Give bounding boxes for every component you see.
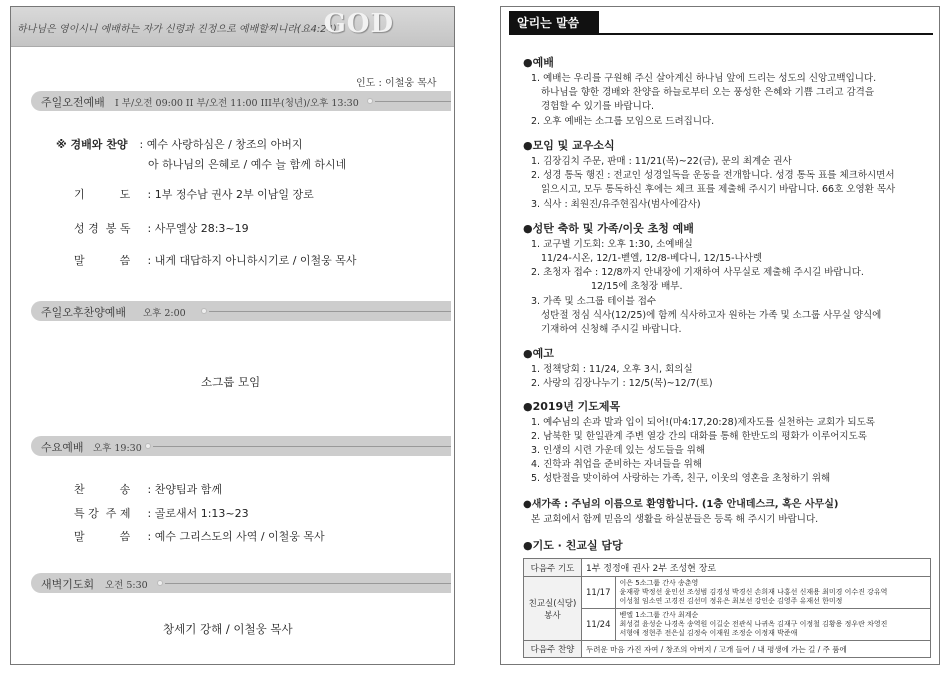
order-value: : 사무엘상 28:3~19 — [147, 222, 249, 235]
order-row — [74, 528, 325, 544]
section-line — [209, 311, 451, 312]
banner-verse: 하나님은 영이시니 예배하는 자가 신령과 진정으로 예배할찌니라(요4:24) — [17, 24, 337, 35]
order-label: 찬 송 — [74, 483, 131, 496]
order-value: 아 하나님의 은혜로 / 예수 늘 함께 하시네 — [148, 158, 347, 171]
table-row — [524, 609, 931, 641]
section-dot — [201, 308, 207, 314]
section-line — [375, 101, 451, 102]
notice-heading: ●예고 — [523, 347, 554, 360]
dawn-content: 창세기 강해 / 이철웅 목사 — [163, 622, 293, 636]
order-value: : 1부 정수남 권사 2부 이남일 장로 — [147, 188, 314, 201]
newcomer-heading: ●새가족 : 주님의 이름으로 환영합니다. (1층 안내데스크, 혹은 사무실) — [523, 499, 839, 510]
christmas-line: 1. 교구별 기도회: 오후 1:30, 소예배실 — [531, 239, 693, 250]
prayer-heading: ●2019년 기도제목 — [523, 400, 621, 413]
order-label: 말 씀 — [74, 530, 131, 543]
section-name: 주일오전예배 — [41, 96, 105, 109]
table-row — [524, 559, 931, 577]
meeting-line: 3. 식사 : 최원진/유주현집사(범사에감사) — [531, 199, 701, 210]
section-header-sunday-afternoon — [31, 301, 451, 321]
preacher-label: 인도 : 이철웅 목사 — [356, 78, 437, 89]
section-name: 주일오후찬양예배 — [41, 306, 127, 319]
christmas-line: 2. 초청자 접수 : 12/8까지 안내장에 기재하여 사무실로 제출해 주시길 바랍니다. — [531, 267, 864, 278]
next-hymn-label: 다음주 찬양 — [524, 641, 582, 658]
newcomer-line: 본 교회에서 함께 믿음의 생활을 하실분들은 등록 해 주시기 바랍니다. — [531, 514, 819, 525]
announcements-panel — [500, 6, 940, 665]
section-line — [165, 583, 451, 584]
prayer-line: 1. 예수님의 손과 발과 입이 되어!(마4:17,20:28)제자도를 실천하는 교회가 되도록 — [531, 417, 875, 428]
title-underline — [509, 33, 933, 35]
worship-line: 하나님을 향한 경배와 찬양을 하늘로부터 오는 풍성한 은혜와 기쁨 그리고 감격을 — [541, 87, 875, 98]
prayer-line: 3. 인생의 시련 가운데 있는 성도들을 위해 — [531, 445, 706, 456]
order-label: 성 경 봉 독 — [74, 222, 131, 235]
section-line — [153, 446, 451, 447]
prayer-line: 2. 남북한 및 한일관계 주변 열강 간의 대화를 통해 한반도의 평화가 이루어지도록 — [531, 431, 867, 442]
next-prayer-value: 1부 정정애 권사 2부 조성현 장로 — [582, 559, 931, 577]
order-value: : 찬양팀과 함께 — [147, 483, 222, 496]
meeting-heading: ●모임 및 교우소식 — [523, 139, 615, 152]
duty-table — [523, 558, 931, 658]
order-row — [74, 220, 249, 236]
prayer-line: 5. 성탄절을 맞이하여 사랑하는 가족, 친구, 이웃의 영혼을 초청하기 위해 — [531, 473, 831, 484]
kitchen-date: 11/24 — [582, 609, 616, 641]
section-name: 새벽기도회 — [41, 578, 95, 591]
section-time: I 부/오전 09:00 II 부/오전 11:00 III부(청년)/오후 13:30 — [115, 98, 359, 109]
worship-order-panel — [10, 6, 455, 665]
section-dot — [367, 98, 373, 104]
order-row — [74, 481, 222, 497]
order-row — [148, 156, 346, 172]
kitchen-label: 친교실(식당) 봉사 — [524, 577, 582, 641]
order-label: 말 씀 — [74, 254, 131, 267]
kitchen-text: 벧엘 1소그룹 간사 최계순 최성결 윤성순 나경옥 송역원 이길순 전관식 나귀옥 김재구 이정철 김황용 정우란 차영진 서형애 정현주 전은실 김정숙 이재원 조정순 이정재 박준애 — [615, 609, 931, 641]
section-time: 오후 19:30 — [93, 443, 142, 454]
christmas-line: 12/15에 초청장 배부. — [591, 281, 683, 292]
order-value: : 예수 사랑하심은 / 창조의 아버지 — [139, 138, 303, 151]
order-row — [74, 186, 314, 202]
verse-banner — [11, 7, 454, 47]
section-header-wednesday — [31, 436, 451, 456]
table-row — [524, 641, 931, 658]
next-hymn-value: 두려운 마음 가진 자여 / 창조의 아버지 / 고개 들어 / 내 평생에 가는 길 / 주 품에 — [582, 641, 931, 658]
worship-heading: ●예배 — [523, 56, 554, 69]
christmas-heading: ●성탄 축하 및 가족/이웃 초청 예배 — [523, 222, 694, 235]
order-row — [74, 252, 357, 268]
order-row — [56, 136, 303, 152]
christmas-line: 성탄절 정심 식사(12/25)에 함께 식사하고자 원하는 가족 및 소그룹 사무실 양식에 — [541, 310, 882, 321]
section-dot — [145, 443, 151, 449]
next-prayer-label: 다음주 기도 — [524, 559, 582, 577]
duty-heading: ●기도 · 친교실 담당 — [523, 539, 623, 552]
meeting-line: 읽으시고, 모두 통독하신 후에는 체크 표를 제출해 주시기 바랍니다. 66호 오영환 목사 — [541, 184, 896, 195]
order-label: 기 도 — [74, 188, 131, 201]
kitchen-date: 11/17 — [582, 577, 616, 609]
notice-line: 1. 정책당회 : 11/24, 오후 3시, 회의실 — [531, 364, 693, 375]
table-row — [524, 577, 931, 609]
announcements-title: 알리는 말씀 — [509, 11, 599, 33]
worship-line: 2. 오후 예배는 소그룹 모임으로 드려집니다. — [531, 116, 715, 127]
christmas-line: 기재하여 신청해 주시길 바랍니다. — [541, 324, 682, 335]
christmas-line: 3. 가족 및 소그룹 테이블 접수 — [531, 296, 657, 307]
god-logo: GOD — [323, 9, 394, 39]
notice-line: 2. 사랑의 김장나누기 : 12/5(목)~12/7(토) — [531, 378, 713, 389]
kitchen-text: 이은 5소그룹 간사 송춘영 윤재광 박정선 윤인선 조성범 김경성 박경신 손희재 나홍선 신재용 최미경 이수진 강유역 이성철 임소연 고경진 김선미 정유은 최보선 강인순 김영주 유재선 한미정 — [615, 577, 931, 609]
order-label: 특 강 주 제 — [74, 507, 131, 520]
worship-line: 경험할 수 있기를 바랍니다. — [541, 101, 655, 112]
prayer-line: 4. 진학과 취업을 준비하는 자녀들을 위해 — [531, 459, 702, 470]
section-time: 오후 2:00 — [143, 308, 186, 319]
afternoon-content: 소그룹 모임 — [201, 375, 261, 389]
worship-line: 1. 예배는 우리를 구원해 주신 살아계신 하나님 앞에 드리는 성도의 신앙고백입니다. — [531, 73, 877, 84]
order-row — [74, 505, 249, 521]
section-name: 수요예배 — [41, 441, 84, 454]
order-value: : 내게 대답하지 아니하시기로 / 이철웅 목사 — [147, 254, 357, 267]
christmas-line: 11/24-시온, 12/1-벧엘, 12/8-베다니, 12/15-나사렛 — [541, 253, 763, 264]
section-dot — [157, 580, 163, 586]
order-value: : 골로새서 1:13~23 — [147, 507, 249, 520]
section-header-sunday-morning — [31, 91, 451, 111]
meeting-line: 1. 김장김치 주문, 판매 : 11/21(목)~22(금), 문의 최계순 권사 — [531, 156, 792, 167]
section-header-dawn — [31, 573, 451, 593]
order-label: ※ 경배와 찬양 — [56, 138, 128, 151]
section-time: 오전 5:30 — [105, 580, 148, 591]
meeting-line: 2. 성경 통독 행진 : 전교인 성경일독을 운동을 전개합니다. 성경 통독 표를 체크하시면서 — [531, 170, 895, 181]
order-value: : 예수 그리스도의 사역 / 이철웅 목사 — [147, 530, 325, 543]
